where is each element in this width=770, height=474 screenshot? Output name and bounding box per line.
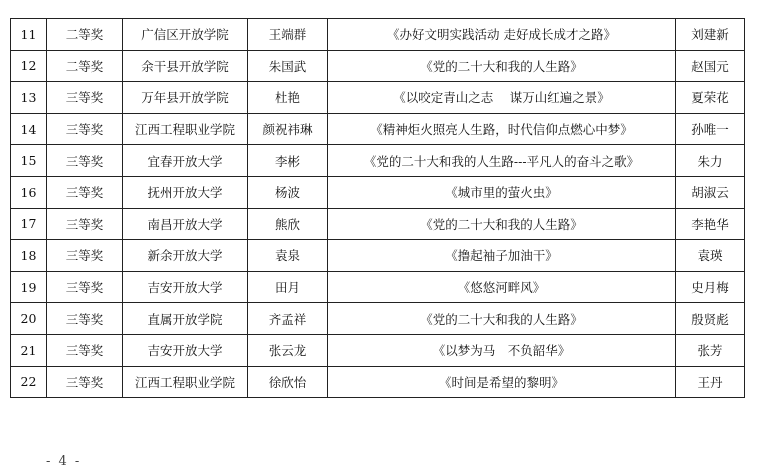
unit-cell: 宜春开放大学 — [123, 145, 248, 177]
unit-cell: 广信区开放学院 — [123, 19, 248, 51]
unit-cell: 直属开放学院 — [123, 303, 248, 335]
teacher-cell: 张芳 — [676, 334, 745, 366]
unit-cell: 新余开放大学 — [123, 240, 248, 272]
unit-cell: 余干县开放学院 — [123, 50, 248, 82]
row-number-cell: 12 — [11, 50, 47, 82]
teacher-cell: 夏荣花 — [676, 82, 745, 114]
table-row — [11, 50, 745, 82]
author-cell: 杨波 — [248, 176, 328, 208]
award-level-cell: 三等奖 — [47, 176, 123, 208]
award-level-cell: 三等奖 — [47, 113, 123, 145]
author-cell: 颜祝祎琳 — [248, 113, 328, 145]
teacher-cell: 袁瑛 — [676, 240, 745, 272]
unit-cell: 吉安开放大学 — [123, 271, 248, 303]
awards-table — [10, 18, 745, 398]
award-level-cell: 三等奖 — [47, 366, 123, 398]
unit-cell: 江西工程职业学院 — [123, 366, 248, 398]
table-row — [11, 113, 745, 145]
teacher-cell: 史月梅 — [676, 271, 745, 303]
awards-table-body — [11, 19, 745, 398]
author-cell: 王端群 — [248, 19, 328, 51]
award-level-cell: 三等奖 — [47, 208, 123, 240]
table-row — [11, 176, 745, 208]
teacher-cell: 朱力 — [676, 145, 745, 177]
award-level-cell: 二等奖 — [47, 19, 123, 51]
row-number-cell: 19 — [11, 271, 47, 303]
teacher-cell: 胡淑云 — [676, 176, 745, 208]
award-level-cell: 三等奖 — [47, 334, 123, 366]
work-title-cell: 《办好文明实践活动 走好成长成才之路》 — [328, 19, 676, 51]
work-title-cell: 《党的二十大和我的人生路》 — [328, 303, 676, 335]
author-cell: 朱国武 — [248, 50, 328, 82]
work-title-cell: 《党的二十大和我的人生路》 — [328, 208, 676, 240]
author-cell: 杜艳 — [248, 82, 328, 114]
row-number-cell: 13 — [11, 82, 47, 114]
teacher-cell: 李艳华 — [676, 208, 745, 240]
author-cell: 张云龙 — [248, 334, 328, 366]
row-number-cell: 18 — [11, 240, 47, 272]
teacher-cell: 殷贤彪 — [676, 303, 745, 335]
unit-cell: 南昌开放大学 — [123, 208, 248, 240]
award-level-cell: 三等奖 — [47, 82, 123, 114]
table-row — [11, 271, 745, 303]
row-number-cell: 14 — [11, 113, 47, 145]
teacher-cell: 孙唯一 — [676, 113, 745, 145]
work-title-cell: 《以梦为马 不负韶华》 — [328, 334, 676, 366]
row-number-cell: 21 — [11, 334, 47, 366]
award-level-cell: 三等奖 — [47, 303, 123, 335]
award-level-cell: 三等奖 — [47, 271, 123, 303]
table-row — [11, 303, 745, 335]
work-title-cell: 《悠悠河畔风》 — [328, 271, 676, 303]
author-cell: 徐欣怡 — [248, 366, 328, 398]
teacher-cell: 王丹 — [676, 366, 745, 398]
author-cell: 袁泉 — [248, 240, 328, 272]
row-number-cell: 20 — [11, 303, 47, 335]
unit-cell: 江西工程职业学院 — [123, 113, 248, 145]
award-level-cell: 三等奖 — [47, 240, 123, 272]
row-number-cell: 17 — [11, 208, 47, 240]
table-row — [11, 208, 745, 240]
author-cell: 李彬 — [248, 145, 328, 177]
row-number-cell: 16 — [11, 176, 47, 208]
unit-cell: 万年县开放学院 — [123, 82, 248, 114]
teacher-cell: 赵国元 — [676, 50, 745, 82]
work-title-cell: 《城市里的萤火虫》 — [328, 176, 676, 208]
table-row — [11, 82, 745, 114]
table-row — [11, 366, 745, 398]
table-row — [11, 334, 745, 366]
table-row — [11, 240, 745, 272]
row-number-cell: 15 — [11, 145, 47, 177]
work-title-cell: 《精神炬火照亮人生路，时代信仰点燃心中梦》 — [328, 113, 676, 145]
teacher-cell: 刘建新 — [676, 19, 745, 51]
unit-cell: 抚州开放大学 — [123, 176, 248, 208]
author-cell: 田月 — [248, 271, 328, 303]
unit-cell: 吉安开放大学 — [123, 334, 248, 366]
row-number-cell: 11 — [11, 19, 47, 51]
work-title-cell: 《党的二十大和我的人生路---平凡人的奋斗之歌》 — [328, 145, 676, 177]
table-row — [11, 19, 745, 51]
author-cell: 熊欣 — [248, 208, 328, 240]
table-row — [11, 145, 745, 177]
work-title-cell: 《撸起袖子加油干》 — [328, 240, 676, 272]
page-number: - 4 - — [46, 454, 82, 469]
row-number-cell: 22 — [11, 366, 47, 398]
author-cell: 齐孟祥 — [248, 303, 328, 335]
work-title-cell: 《以咬定青山之志 谋万山红遍之景》 — [328, 82, 676, 114]
award-level-cell: 二等奖 — [47, 50, 123, 82]
work-title-cell: 《时间是希望的黎明》 — [328, 366, 676, 398]
award-level-cell: 三等奖 — [47, 145, 123, 177]
work-title-cell: 《党的二十大和我的人生路》 — [328, 50, 676, 82]
